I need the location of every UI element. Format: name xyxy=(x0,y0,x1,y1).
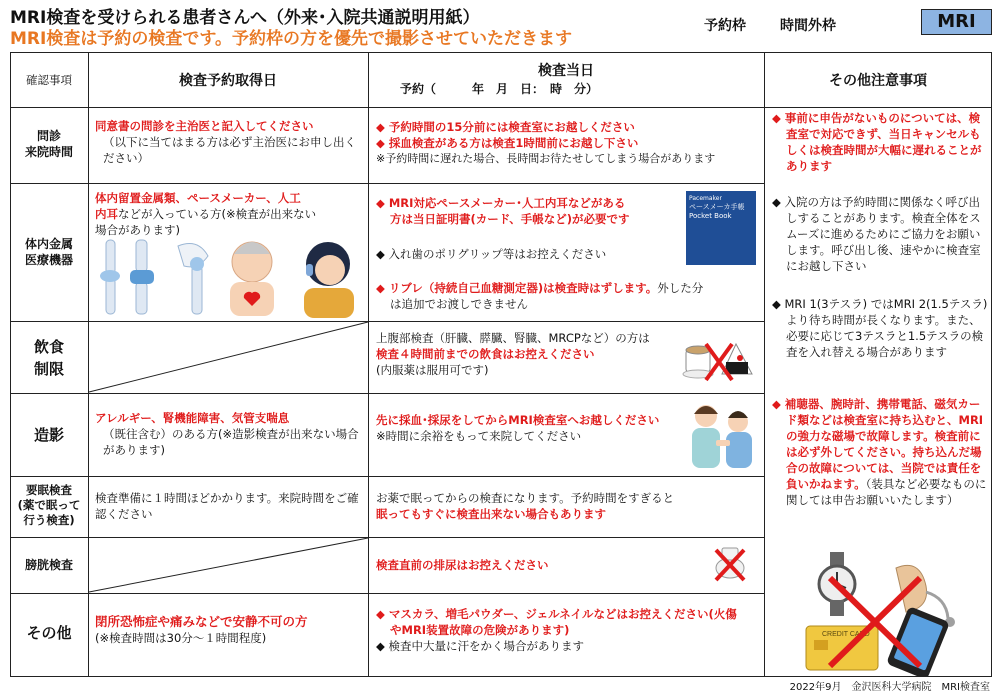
food-exam: 上腹部検査（肝臓、膵臓、腎臓、MRCPなど）の方は 検査４時間前までの飲食はお控えください (内服薬は服用可です) xyxy=(376,331,650,377)
svg-text:CREDIT CARD: CREDIT CARD xyxy=(822,631,870,638)
no-toilet-icon xyxy=(708,542,752,586)
mri-badge: MRI xyxy=(921,9,992,35)
hip-bone-icon xyxy=(178,244,208,314)
page-subtitle: MRI検査は予約の検査です。予約枠の方を優先で撮影させていただきます xyxy=(10,29,572,49)
contrast-booking: アレルギー、腎機能障害、気管支喘息 （既往含む）のある方(※造影検査が出来ない場合があります) xyxy=(95,411,359,457)
row-label-implant: 体内金属 医療機器 xyxy=(24,237,73,267)
note-tesla: ◆ MRI 1(3テスラ) ではMRI 2(1.5テスラ) より待ち時間が長くなります。また、必要に応じて3テスラと1.5テスラの検査を入れ替える場合があります xyxy=(772,297,988,359)
col-header-check: 確認事項 xyxy=(26,73,72,87)
row-label-sedation: 要眠検査 (薬で眠って 行う検査) xyxy=(17,483,81,527)
bladder-exam: 検査直前の排尿はお控えください xyxy=(376,558,549,572)
row-label-food: 飲食 制限 xyxy=(33,338,64,378)
nurse-blood-draw-icon xyxy=(686,400,758,472)
pacemaker-pocketbook-image: Pacemaker ペースメーカ手帳 Pocket Book xyxy=(686,191,756,265)
row-label-contrast: 造影 xyxy=(33,426,64,444)
implant-exam: ◆ MRI対応ペースメーカー･人工内耳などがある 方は当日証明書(カード、手帳など)が必要です xyxy=(376,196,630,226)
slot-reserved-label: 予約枠 xyxy=(704,18,746,34)
exam-day-appointment: 予約（ 年 月 日： 時 分） xyxy=(400,82,599,96)
diagonal-food xyxy=(89,322,368,392)
other-booking: 閉所恐怖症や痛みなどで安静不可の方 (※検査時間は30分～１時間程度) xyxy=(95,614,308,645)
interview-exam: ◆ 予約時間の15分前には検査室にお越しください ◆ 採血検査がある方は検査1時間前にお越し下さい ※予約時間に遅れた場合、長時間お待たせしてしまう場合があります xyxy=(376,120,716,165)
child-cochlear-implant-icon xyxy=(304,242,354,318)
elderly-pacemaker-icon xyxy=(230,242,274,316)
sedation-exam: お薬で眠ってからの検査になります。予約時間をすぎると 眠ってもすぐに検査出来ない場合もあります xyxy=(376,491,675,521)
row-label-other: その他 xyxy=(26,624,72,642)
note-inpatient: ◆ 入院の方は予約時間に関係なく呼び出しすることがあります。検査全体をスムーズに進めるためにご協力をお願いします。呼び出し後、速やかに検査室にお越し下さい xyxy=(772,195,981,273)
no-food-drink-icon xyxy=(682,336,762,386)
page-title: MRI検査を受けられる患者さんへ（外来･入院共通説明用紙） xyxy=(10,8,480,28)
implant-exam-libre: ◆ リブレ（持続自己血糖測定器)は検査時はずします。外した分 は追加でお渡しできません xyxy=(376,281,704,311)
col-header-booking-day: 検査予約取得日 xyxy=(179,73,277,89)
note-metal-items: ◆ 補聴器、腕時計、携帯電話、磁気カード類などは検査室に持ち込むと、MRIの強力な磁場で故障します。検査前には必ず外してください。持ち込んだ場合の故障については、当院では責任を負いかねます。（装具など必要なものに関しては申告お願いいたします） xyxy=(772,397,987,507)
footer-credit: 2022年9月 金沢医科大学病院 MRI検査室 xyxy=(789,682,990,693)
knee-bones-icon xyxy=(100,240,120,314)
knee-implant-icon xyxy=(130,240,154,314)
other-exam: ◆ マスカラ、増毛パウダー、ジェルネイルなどはお控えください(火傷 やMRI装置故障の危険があります) ◆ 検査中大量に汗をかく場合があります xyxy=(376,607,737,653)
implant-exam-denture: ◆ 入れ歯のポリグリップ等はお控えください xyxy=(376,247,607,261)
implant-booking: 体内留置金属類、ペースメーカー、人工 内耳などが入っている方(※検査が出来ない 場合があります) xyxy=(95,191,317,237)
implant-illustrations xyxy=(92,236,364,320)
col-header-other-notes: その他注意事項 xyxy=(829,73,927,89)
diagonal-bladder xyxy=(89,538,368,592)
col-header-exam-day: 検査当日 xyxy=(538,63,594,79)
row-label-bladder: 膀胱検査 xyxy=(24,558,73,572)
note-undeclared: ◆ 事前に申告がないものについては、検査室で対応できず、当日キャンセルもしくは検査時間が大幅に遅れることがあります xyxy=(772,111,982,173)
sedation-booking: 検査準備に１時間ほどかかります。来院時間をご確認ください xyxy=(95,491,359,521)
prohibited-items-illustration xyxy=(800,548,990,676)
contrast-exam: 先に採血･採尿をしてからMRI検査室へお越しください ※時間に余裕をもって来院してください xyxy=(376,413,660,443)
slot-overtime-label: 時間外枠 xyxy=(780,18,836,34)
row-label-interview: 問診 来院時間 xyxy=(24,129,73,159)
interview-booking: 同意書の問診を主治医と記入してください （以下に当てはまる方は必ず主治医にお申し出ください） xyxy=(95,119,356,165)
